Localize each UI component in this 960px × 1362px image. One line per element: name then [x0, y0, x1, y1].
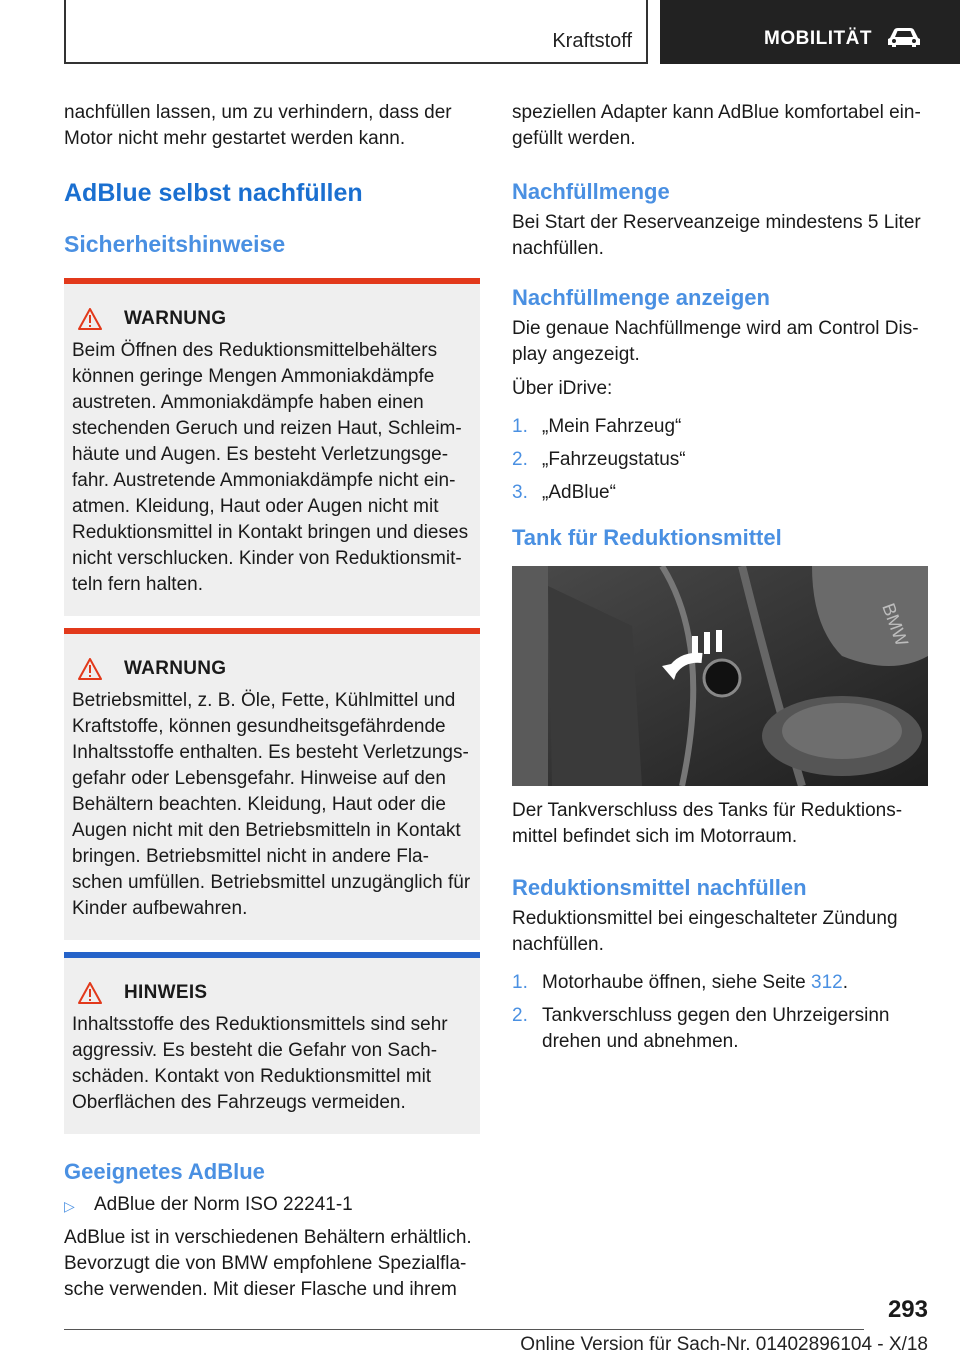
step-number: 1. [512, 972, 528, 993]
warning-title: WARNUNG [124, 308, 227, 329]
step-number: 2. [512, 449, 528, 470]
footer-divider [64, 1329, 864, 1330]
nachfuellen-steps [512, 970, 928, 1055]
page-number: 293 [887, 1296, 928, 1323]
header-chapter-tab [660, 0, 960, 64]
heading-sicherheitshinweise: Sicherheitshinweise [64, 231, 286, 257]
warning-box-betriebsmittel [64, 628, 480, 940]
header-section-box [64, 0, 648, 64]
triangle-bullet-icon: ▷ [64, 1198, 75, 1214]
note-title: HINWEIS [124, 982, 208, 1003]
image-caption: Der Tankverschluss des Tanks für Reduktionsmittel befindet sich im Motorraum. [512, 800, 903, 847]
list-item [512, 480, 928, 506]
list-item [512, 1003, 928, 1055]
page-reference-link[interactable]: 312 [811, 972, 843, 993]
step-text [542, 970, 848, 996]
right-column [512, 100, 928, 1062]
step-number: 2. [512, 1005, 528, 1026]
list-item-text: AdBlue der Norm ISO 22241-1 [94, 1194, 353, 1215]
heading-reduktionsmittel-nachfuellen: Reduktionsmittel nachfüllen [512, 875, 807, 900]
nachfuellen-text: Reduktionsmittel bei eingeschalteter Zündung nachfüllen. [512, 908, 898, 955]
heading-nachfuellmenge: Nachfüllmenge [512, 179, 670, 204]
list-item [64, 1192, 480, 1219]
idrive-steps [512, 414, 928, 506]
heading-adblue-nachfuellen: AdBlue selbst nachfüllen [64, 179, 363, 207]
note-text: Inhaltsstoffe des Reduktionsmittels sind sehr aggressiv. Es besteht die Gefahr von Sachschäden. Kontakt von Reduktionsmittel mit Oberflächen des Fahrzeugs vermeiden. [72, 1014, 448, 1113]
step-text: Tankverschluss gegen den Uhrzeigersinn drehen und abnehmen. [542, 1005, 890, 1052]
intro-paragraph: nachfüllen lassen, um zu verhindern, dass der Motor nicht mehr gestartet werden kann. [64, 102, 452, 149]
step-text: „AdBlue“ [542, 482, 616, 503]
step-number: 3. [512, 482, 528, 503]
step-text-part: Motorhaube öffnen, siehe Seite [542, 972, 812, 993]
heading-nachfuellmenge-anzeigen: Nachfüllmenge anzeigen [512, 285, 770, 310]
engine-bay-photo [512, 566, 928, 786]
warning-box-ammonia [64, 278, 480, 616]
list-item [512, 970, 928, 996]
left-column [64, 100, 480, 1303]
note-box [64, 952, 480, 1134]
nachfuellmenge-text: Bei Start der Reserveanzeige mindestens 5 Liter nachfüllen. [512, 212, 921, 259]
geeignet-paragraph: AdBlue ist in verschiedenen Behältern erhältlich. Bevorzugt die von BMW empfohlene Spezialflasche verwenden. Mit dieser Flasche und ihrem [64, 1227, 472, 1300]
step-number: 1. [512, 416, 528, 437]
warning-text: Betriebsmittel, z. B. Öle, Fette, Kühlmittel und Kraftstoffe, können gesundheitsgefährdende Inhaltsstoffe enthalten. Es besteht Verletzungsgefahr oder Lebensgefahr. Hinweise auf den Behältern beachten. Kleidung, Haut oder die Augen nicht mit den Betriebsmitteln in Kontakt bringen. Betriebsmittel nicht in andere Flaschen umfüllen. Betriebsmittel unzugänglich für Kinder aufbewahren. [72, 690, 471, 919]
anzeigen-text: Die genaue Nachfüllmenge wird am Control Display angezeigt. [512, 318, 919, 365]
step-text: „Fahrzeugstatus“ [542, 449, 686, 470]
chapter-title: MOBILITÄT [764, 28, 872, 49]
step-text: „Mein Fahrzeug“ [542, 416, 682, 437]
warning-title: WARNUNG [124, 658, 227, 679]
idrive-label: Über iDrive: [512, 378, 613, 399]
warning-icon [78, 308, 102, 330]
step-text-end: . [842, 972, 848, 993]
heading-geeignetes-adblue: Geeignetes AdBlue [64, 1159, 265, 1184]
intro-paragraph: speziellen Adapter kann AdBlue komfortabel eingefüllt werden. [512, 102, 921, 149]
warning-icon [78, 982, 102, 1004]
warning-icon [78, 658, 102, 680]
list-item [512, 447, 928, 473]
list-item [512, 414, 928, 440]
car-icon [886, 26, 922, 48]
section-title: Kraftstoff [552, 30, 632, 52]
warning-text: Beim Öffnen des Reduktionsmittelbehälters können geringe Mengen Ammoniakdämpfe austreten. Ammoniakdämpfe haben einen stechenden Geruch und reizen Haut, Schleimhäute und Augen. Es besteht Verletzungsgefahr. Austretende Ammoniakdämpfe nicht einatmen. Kleidung, Haut oder Augen nicht mit Reduktionsmittel in Kontakt bringen und dieses nicht verschlucken. Kinder von Reduktionsmitteln fern halten. [72, 340, 469, 595]
heading-tank: Tank für Reduktionsmittel [512, 525, 782, 550]
online-version-text: Online Version für Sach-Nr. 01402896104 - X/18 [520, 1334, 928, 1355]
svg-text:BMW: BMW [878, 600, 913, 649]
